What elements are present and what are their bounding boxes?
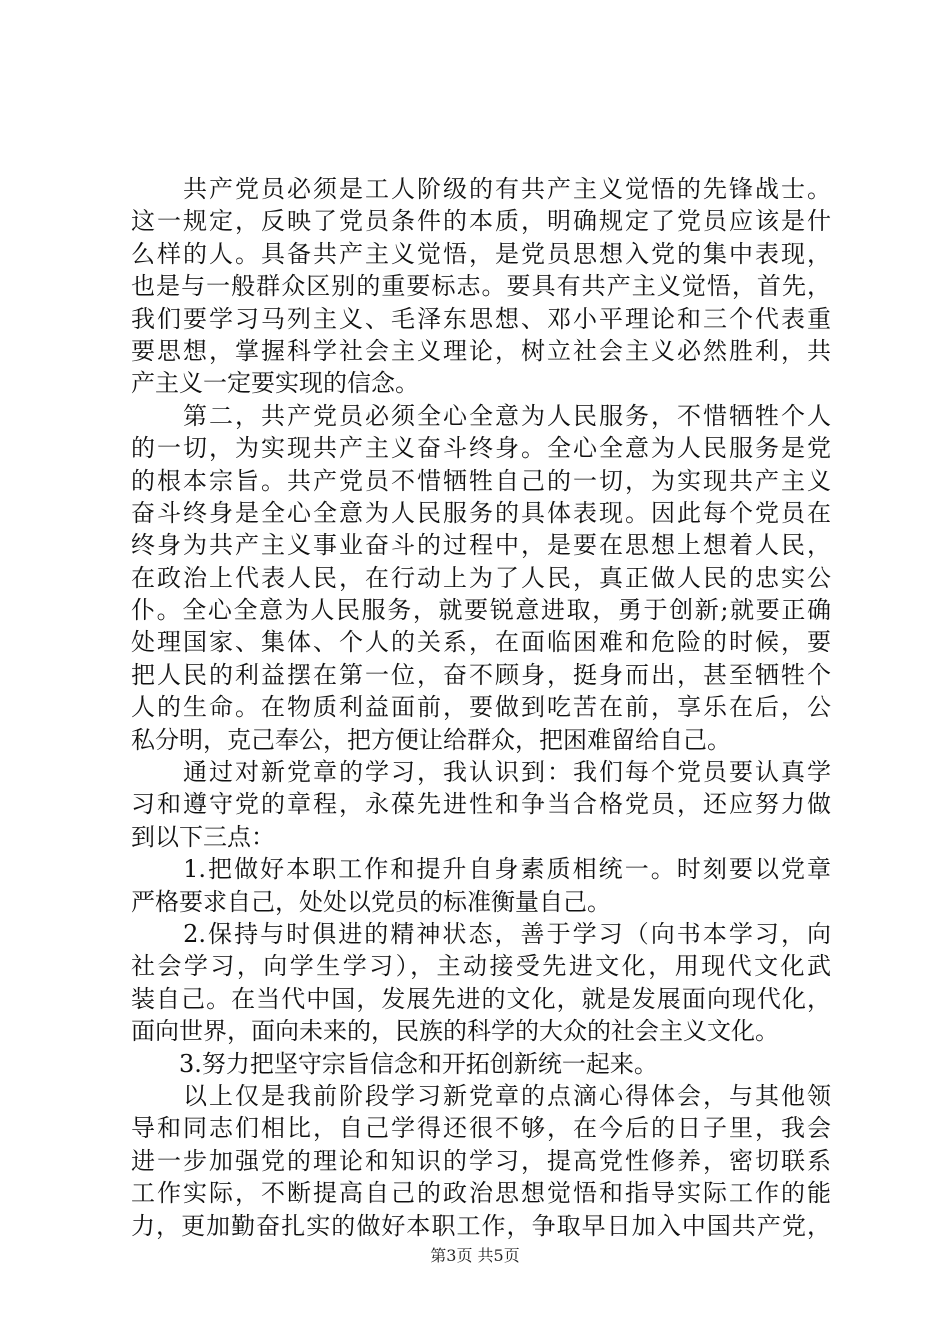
text-line: 以上仅是我前阶段学习新党章的点滴心得体会，与其他领 <box>131 1081 831 1110</box>
text-line: 的一切，为实现共产主义奋斗终身。全心全意为人民服务是党 <box>131 434 831 463</box>
text-line: 么样的人。具备共产主义觉悟，是党员思想入党的集中表现， <box>131 239 831 268</box>
text-line: 进一步加强党的理论和知识的学习，提高党性修养，密切联系 <box>131 1146 831 1175</box>
text-line: 导和同志们相比，自己学得还很不够，在今后的日子里，我会 <box>131 1114 831 1143</box>
text-line: 习和遵守党的章程，永葆先进性和争当合格党员，还应努力做 <box>131 790 831 819</box>
text-line: 人的生命。在物质利益面前，要做到吃苦在前，享乐在后，公 <box>131 693 831 722</box>
text-line: 产主义一定要实现的信念。 <box>131 369 419 398</box>
text-line: 终身为共产主义事业奋斗的过程中，是要在思想上想着人民， <box>131 531 831 560</box>
text-line: 工作实际，不断提高自己的政治思想觉悟和指导实际工作的能 <box>131 1179 831 1208</box>
text-line: 严格要求自己，处处以党员的标准衡量自己。 <box>131 887 611 916</box>
text-line: 这一规定，反映了党员条件的本质，明确规定了党员应该是什 <box>131 207 831 236</box>
text-line: 装自己。在当代中国，发展先进的文化，就是发展面向现代化， <box>131 984 831 1013</box>
text-line: 仆。全心全意为人民服务，就要锐意进取，勇于创新;就要正确 <box>131 596 831 625</box>
text-line: 也是与一般群众区别的重要标志。要具有共产主义觉悟，首先， <box>131 272 831 301</box>
text-line: 到以下三点： <box>131 822 275 851</box>
page-footer: 第3页 共5页 <box>430 1246 520 1265</box>
text-line: 私分明，克己奉公，把方便让给群众，把困难留给自己。 <box>131 725 731 754</box>
text-line: 2.保持与时俱进的精神状态，善于学习（向书本学习，向 <box>131 919 831 948</box>
text-line: 社会学习，向学生学习），主动接受先进文化，用现代文化武 <box>131 952 831 981</box>
text-line: 共产党员必须是工人阶级的有共产主义觉悟的先锋战士。 <box>131 175 831 203</box>
text-line: 奋斗终身是全心全意为人民服务的具体表现。因此每个党员在 <box>131 498 831 527</box>
text-line: 力，更加勤奋扎实的做好本职工作，争取早日加入中国共产党， <box>131 1211 831 1240</box>
text-line: 在政治上代表人民，在行动上为了人民，真正做人民的忠实公 <box>131 563 831 592</box>
text-line: 面向世界，面向未来的，民族的科学的大众的社会主义文化。 <box>131 1017 779 1046</box>
text-line: 3.努力把坚守宗旨信念和开拓创新统一起来。 <box>131 1049 658 1078</box>
text-line: 通过对新党章的学习，我认识到：我们每个党员要认真学 <box>131 758 831 787</box>
text-line: 要思想，掌握科学社会主义理论，树立社会主义必然胜利，共 <box>131 336 831 365</box>
text-line: 1.把做好本职工作和提升自身素质相统一。时刻要以党章 <box>131 855 831 884</box>
text-line: 的根本宗旨。共产党员不惜牺牲自己的一切，为实现共产主义 <box>131 466 831 495</box>
document-body <box>131 173 831 1242</box>
text-line: 我们要学习马列主义、毛泽东思想、邓小平理论和三个代表重 <box>131 304 831 333</box>
text-line: 把人民的利益摆在第一位，奋不顾身，挺身而出，甚至牺牲个 <box>131 660 831 689</box>
text-line: 第二，共产党员必须全心全意为人民服务，不惜牺牲个人 <box>131 401 831 430</box>
text-line: 处理国家、集体、个人的关系，在面临困难和危险的时候，要 <box>131 628 831 657</box>
